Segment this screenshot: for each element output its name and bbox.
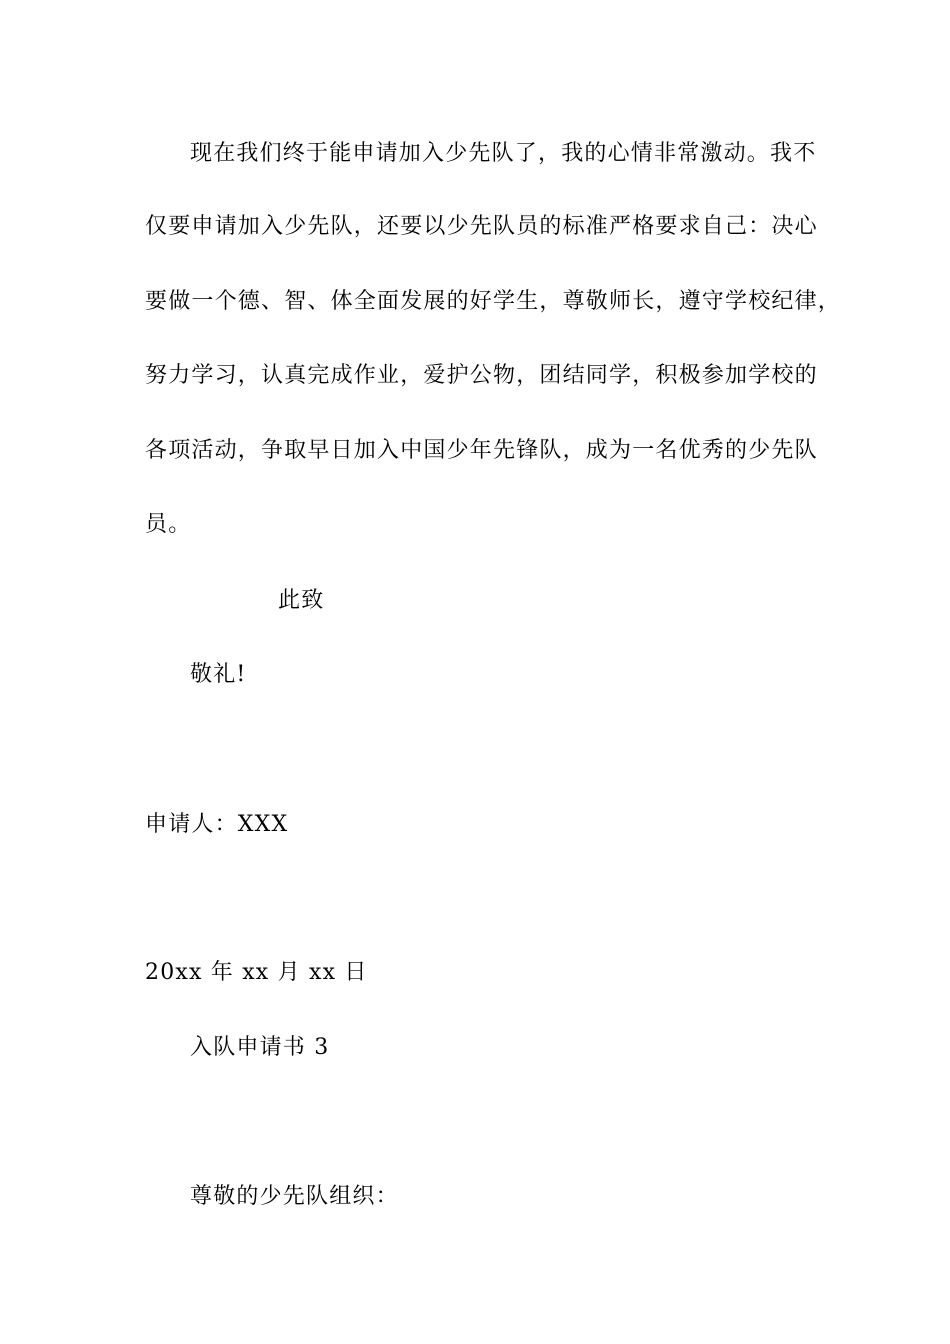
paragraph-line-1: 现在我们终于能申请加入少先队了，我的心情非常激动。我不 <box>190 141 817 166</box>
section-title: 入队申请书 3 <box>190 1035 330 1060</box>
greeting-line: 尊敬的少先队组织： <box>190 1184 399 1209</box>
paragraph-line-2: 仅要申请加入少先队，还要以少先队员的标准严格要求自己：决心 <box>145 214 818 239</box>
date-line: 20xx 年 xx 月 xx 日 <box>145 960 368 985</box>
paragraph-line-3: 要做一个德、智、体全面发展的好学生，尊敬师长，遵守学校纪律， <box>145 289 842 314</box>
paragraph-line-4: 努力学习，认真完成作业，爱护公物，团结同学，积极参加学校的 <box>145 363 818 388</box>
paragraph-line-6: 员。 <box>145 512 192 537</box>
paragraph-line-5: 各项活动，争取早日加入中国少年先锋队，成为一名优秀的少先队 <box>145 438 818 463</box>
closing-text: 此致 <box>278 588 325 613</box>
applicant-line: 申请人：XXX <box>145 812 289 837</box>
salute-text: 敬礼! <box>190 662 247 687</box>
